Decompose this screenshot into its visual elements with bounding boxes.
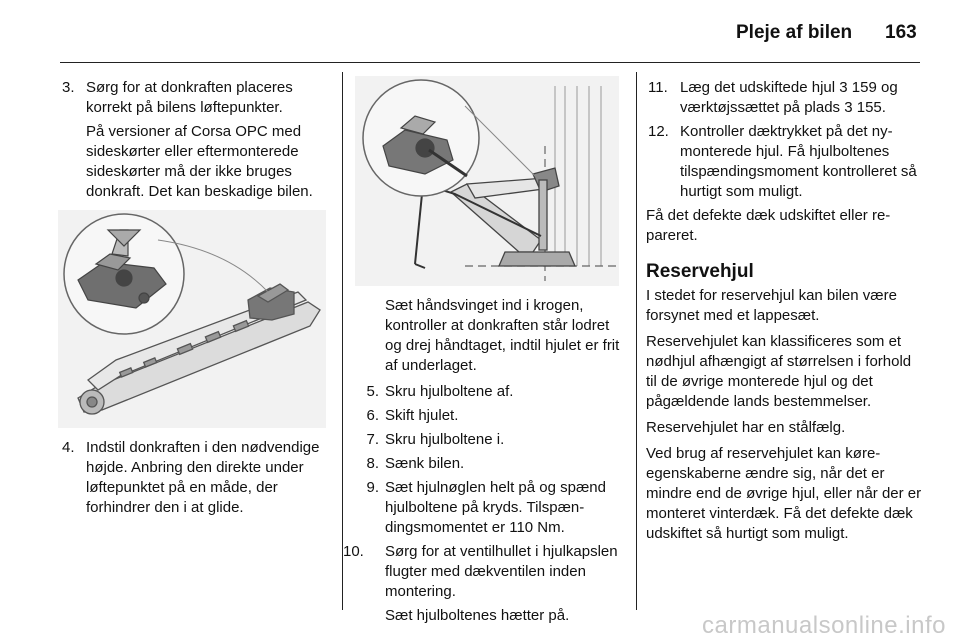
jack-placement-illustration (58, 210, 326, 428)
step-11 (648, 78, 924, 118)
crank-instruction: Sæt håndsvinget ind i krogen, kontroller at donkraften står lodret og drej håndtaget, indtil hjulet er frit af underlaget. (385, 297, 620, 374)
column-3 (646, 78, 924, 550)
step-3-note: På versioner af Corsa OPC med sideskørter eller eftermonterede sideskørter må der ikke bruges donkraft. Det kan beskadige bilen. (86, 123, 313, 200)
column-divider-2 (636, 72, 637, 610)
paragraph: Reservehjulet kan klassificeres som et nødhjul afhængigt af størrelsen i forhold til de øvrige monterede hjul og det pågældende lands bestemmelser. (646, 333, 912, 410)
step-number: 11. (648, 79, 668, 96)
step-text: Skru hjulboltene af. (385, 383, 514, 400)
column-2 (343, 78, 625, 632)
step-number: 6. (366, 407, 379, 424)
column-divider-1 (342, 72, 343, 610)
step-number: 5. (366, 383, 379, 400)
step-number: 8. (366, 455, 379, 472)
header-rule (60, 62, 920, 63)
step-6 (353, 406, 625, 426)
step-3 (62, 78, 330, 118)
step-text: Sæt hjulnøglen helt på og spænd hjulboltene på kryds. Tilspændingsmomentet er 110 Nm. (385, 479, 606, 536)
watermark: carmanualsonline.info (702, 612, 946, 639)
page-number: 163 (885, 22, 917, 43)
paragraph: Reservehjulet har en stålfælg. (646, 419, 846, 436)
jack-crank-illustration (355, 76, 619, 286)
step-text: Indstil donkraften i den nødvendige højde. Anbring den direkte under løftepunktet på en måde, der forhindrer den i at glide. (86, 439, 320, 516)
step-number: 7. (366, 431, 379, 448)
step-number: 10. (343, 543, 364, 560)
page-reference-link[interactable]: 3 159 og (839, 79, 898, 96)
step-text: Læg det udskiftede hjul (680, 79, 840, 96)
step-text: Sørg for at donkraften placeres korrekt på bilens løftepunkter. (86, 79, 293, 116)
paragraph: I stedet for reservehjul kan bilen være forsynet med et lappesæt. (646, 287, 897, 324)
step-text: Skru hjulboltene i. (385, 431, 505, 448)
paragraph: Ved brug af reservehjulet kan køreegenskaberne ændre sig, når det er mindre end de øvrige hjul, eller når der er monteret vinterdæk. Få det defekte dæk udskiftet så hurtigt som muligt. (646, 445, 922, 542)
step-text: Kontroller dæktrykket på det nymonterede hjul. Få hjulboltenes tilspændingsmoment kontrolleret så hurtigt som muligt. (680, 123, 917, 200)
step-number: 3. (62, 79, 75, 96)
step-12 (648, 122, 924, 202)
section-heading: Reservehjul (646, 261, 754, 282)
page-reference-link[interactable]: 3 155. (844, 99, 886, 116)
defect-tyre-note: Få det defekte dæk udskiftet eller repareret. (646, 207, 891, 244)
step-5 (353, 382, 625, 402)
step-text: Skift hjulet. (385, 407, 459, 424)
step-number: 9. (366, 479, 379, 496)
step-number: 12. (648, 123, 669, 140)
step-7 (353, 430, 625, 450)
page-title: Pleje af bilen (736, 22, 853, 43)
cap-instruction: Sæt hjulboltenes hætter på. (385, 607, 570, 624)
step-text: Sænk bilen. (385, 455, 465, 472)
step-9 (353, 478, 625, 538)
step-text: Sørg for at ventilhullet i hjulkapslen flugter med dækventilen inden montering. (385, 543, 618, 600)
column-1 (62, 78, 330, 522)
step-10 (343, 542, 625, 602)
step-8 (353, 454, 625, 474)
step-number: 4. (62, 439, 75, 456)
step-4 (62, 438, 330, 518)
step-text: værktøjssættet på plads (680, 99, 845, 116)
